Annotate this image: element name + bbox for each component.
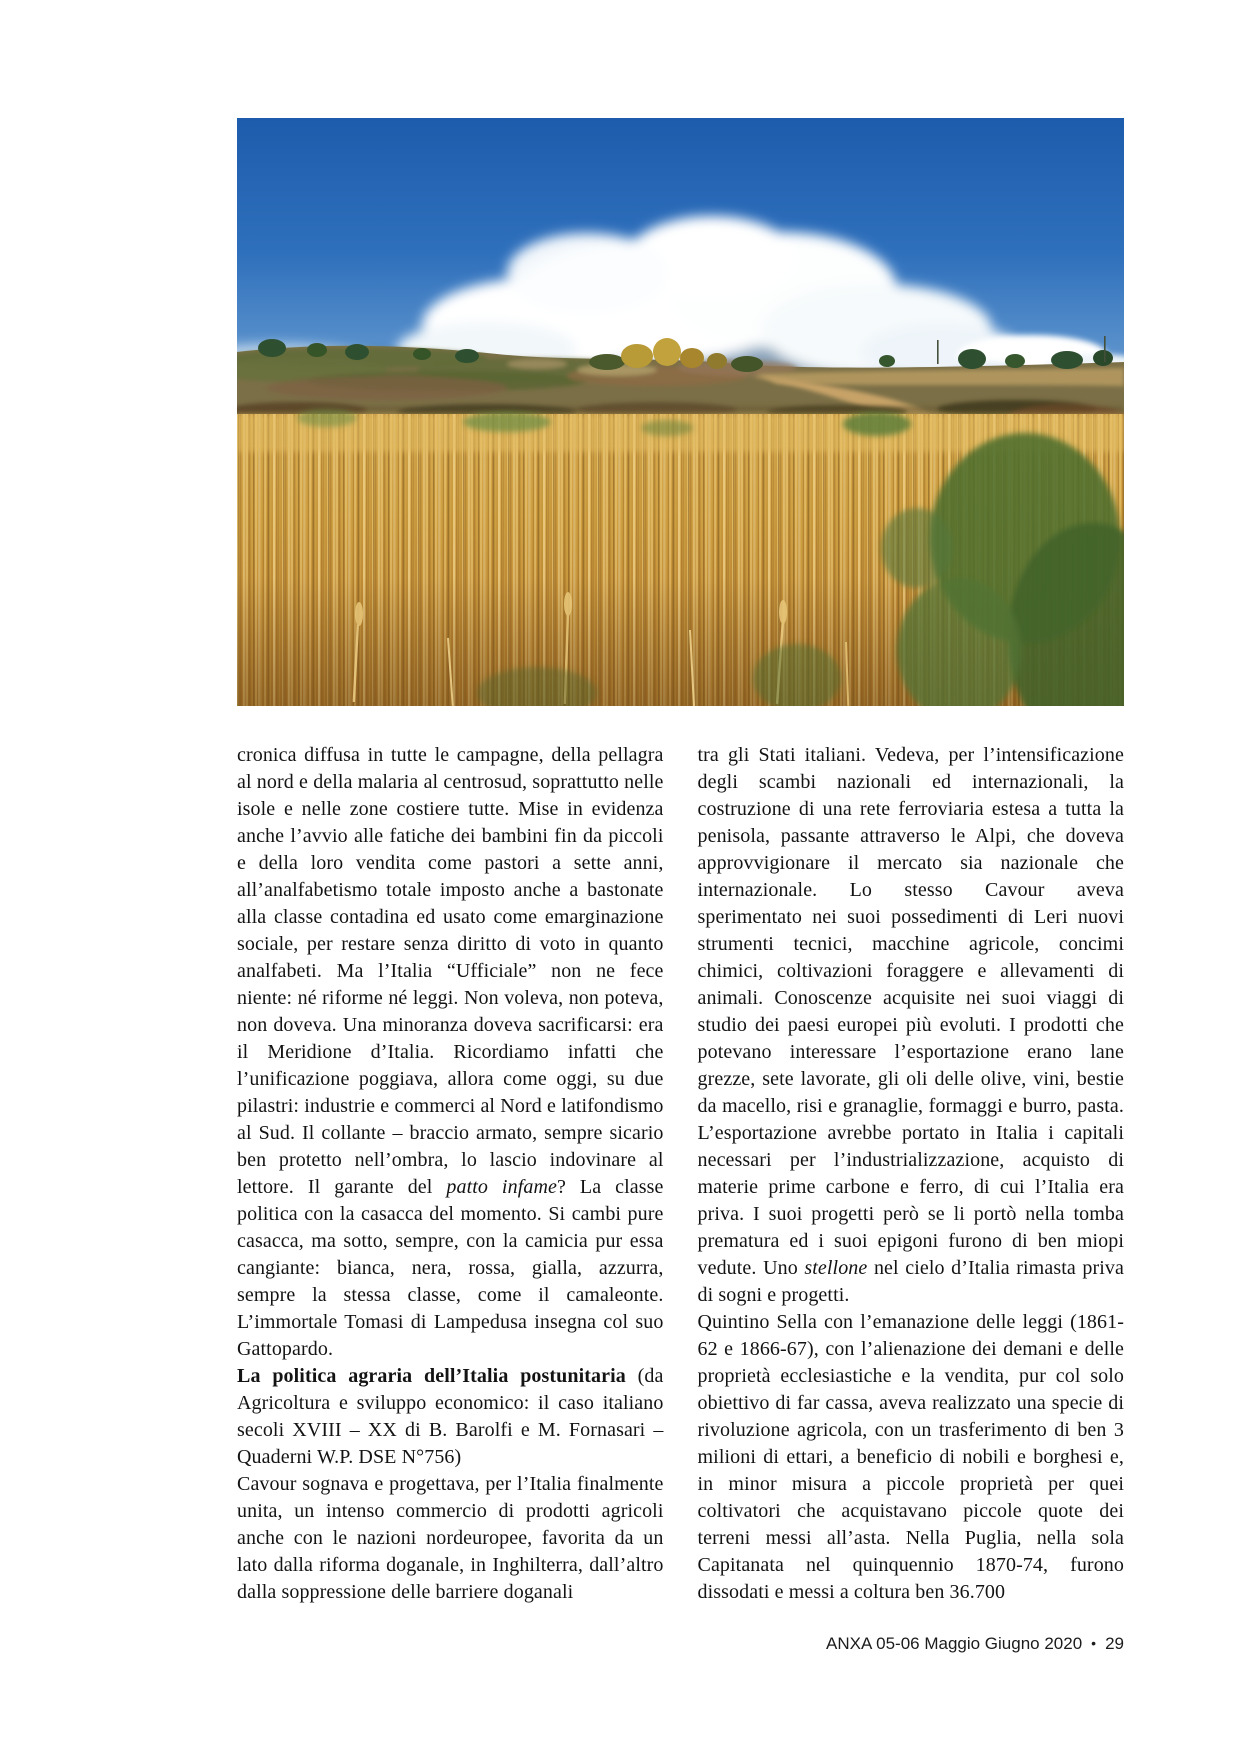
paragraph-continuation	[698, 742, 1125, 1309]
body-text: tra gli Stati italiani. Vedeva, per l’intensificazione degli scambi nazionali ed internazionali, la costruzione di una rete ferroviaria estesa a tutta la penisola, passante attraverso le Alpi, che doveva approvvigionare il mercato sia nazionale che internazionale. Lo stesso Cavour aveva sperimentato nei suoi possedimenti di Leri nuovi strumenti tecnici, macchine agricole, concimi chimici, coltivazioni foraggere e allevamenti di animali. Conoscenze acquisite nei suoi viaggi di studio dei paesi europei più evoluti. I prodotti che potevano interessare l’esportazione erano lane grezze, sete lavorate, gli oli delle olive, vini, bestie da macello, risi e granaglie, formaggi e burro, pasta. L’esportazione avrebbe portato in Italia i capitali necessari per l’industrializzazione, acquisto di materie prime carbone e ferro, di cui l’Italia era priva. I suoi progetti però se li portò nella tomba prematura ed i suoi epigoni furono di ben miopi vedute. Uno	[697, 744, 1124, 1279]
page-footer	[826, 1634, 1124, 1654]
agrarian-policy-heading: La politica agraria dell’Italia postunitaria	[237, 1365, 626, 1387]
right-column	[698, 742, 1125, 1606]
body-text: nel cielo d’Italia rimasta priva di sogni e progetti.	[697, 1257, 1124, 1306]
body-text: ? La classe politica con la casacca del momento. Si cambi pure casacca, ma sotto, sempre, con la camicia pur essa cangiante: bianca, nera, rossa, gialla, azzurra, sempre la stessa classe, come il camaleonte. L’immortale Tomasi di Lampedusa insegna col suo Gattopardo.	[237, 1176, 664, 1360]
heading-source-reference: (da Agricoltura e sviluppo economico: il caso italiano secoli XVIII – XX di B. Barolfi e M. Fornasari – Quaderni W.P. DSE N°756)	[237, 1365, 664, 1468]
paragraph-quintino-sella	[698, 1309, 1125, 1606]
left-column	[237, 742, 664, 1606]
body-text: cronica diffusa in tutte le campagne, della pellagra al nord e della malaria al centrosud, soprattutto nelle isole e nelle zone costiere tutte. Mise in evidenza anche l’avvio alle fatiche dei bambini fin da piccoli e della loro vendita come pastori a sette anni, all’analfabetismo totale imposto anche a bastonate alla classe contadina ed usato come emarginazione sociale, per restare senza diritto di voto in quanto analfabeti. Ma l’Italia “Ufficiale” non ne fece niente: né riforme né leggi. Non voleva, non poteva, non doveva. Una minoranza doveva sacrificarsi: era il Meridione d’Italia. Ricordiamo infatti che l’unificazione poggiava, allora come oggi, su due pilastri: industrie e commerci al Nord e latifondismo al Sud. Il collante – braccio armato, sempre sicario ben protetto nell’ombra, lo lascio indovinare al lettore. Il garante del	[237, 744, 664, 1198]
body-text: Cavour sognava e progettava, per l’Italia finalmente unita, un intenso commercio di prodotti agricoli anche con le nazioni nordeuropee, favorita da un lato dalla riforma doganale, in Inghilterra, dall’altro dalla soppressione delle barriere doganali	[237, 1473, 664, 1603]
italic-phrase-stellone: stellone	[804, 1257, 868, 1279]
italic-phrase-patto-infame: patto infame	[446, 1176, 557, 1198]
footer-page-number: 29	[1105, 1634, 1124, 1653]
wheat-field-photo-svg	[237, 118, 1124, 706]
wheat-field-photo	[237, 118, 1124, 706]
paragraph-heading	[237, 1363, 664, 1471]
body-text: Quintino Sella con l’emanazione delle leggi (1861-62 e 1866-67), con l’alienazione dei demani e delle proprietà ecclesiastiche e la vendita, pur col solo obiettivo di far cassa, aveva realizzato una specie di rivoluzione agricola, con un trasferimento di ben 3 milioni di ettari, a beneficio di nobili e borghesi e, in minor misura a piccole proprietà per quei coltivatori che acquistavano piccole quote dei terreni messi all’asta. Nella Puglia, nella sola Capitanata nel quinquennio 1870-74, furono dissodati e messi a coltura ben 36.700	[697, 1311, 1124, 1603]
footer-bullet: •	[1091, 1635, 1097, 1651]
paragraph-cavour	[237, 1471, 664, 1606]
footer-journal-text: ANXA 05-06 Maggio Giugno 2020	[826, 1634, 1083, 1653]
article-columns	[237, 742, 1124, 1606]
paragraph-continuation	[237, 742, 664, 1363]
